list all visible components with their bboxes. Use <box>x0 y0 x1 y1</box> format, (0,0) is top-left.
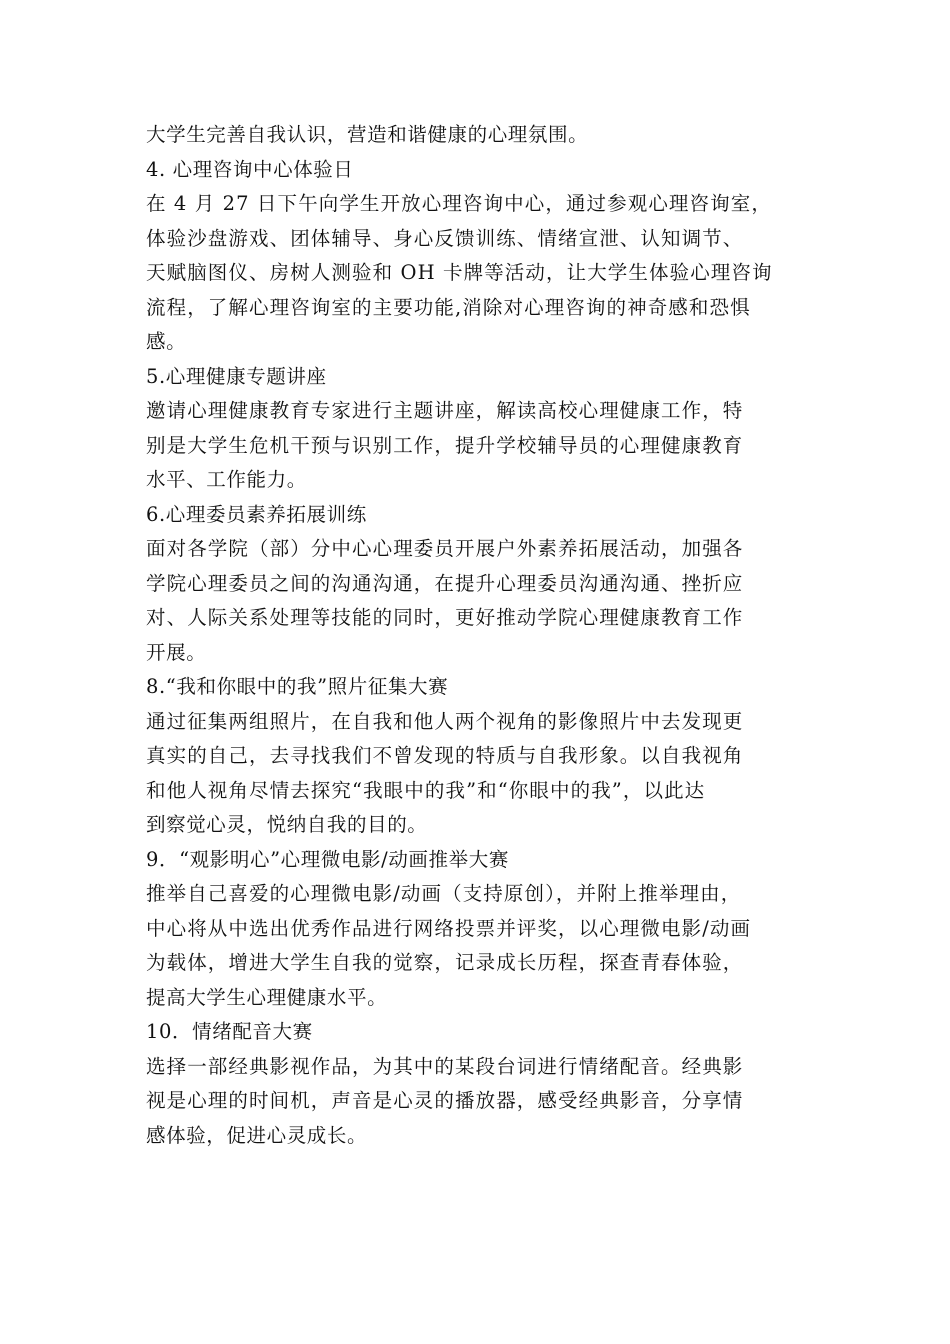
paragraph-line: 推举自己喜爱的心理微电影/动画（支持原创），并附上推举理由， <box>146 882 742 905</box>
paragraph-line: 视是心理的时间机，声音是心灵的播放器，感受经典影音，分享情 <box>146 1089 744 1112</box>
paragraph-line: 和他人视角尽情去探究“我眼中的我”和“你眼中的我”，以此达 <box>146 778 706 802</box>
paragraph-line: 流程，了解心理咨询室的主要功能,消除对心理咨询的神奇感和恐惧 <box>146 295 751 319</box>
paragraph-line: 体验沙盘游戏、团体辅导、身心反馈训练、情绪宣泄、认知调节、 <box>146 226 744 250</box>
paragraph-line: 大学生完善自我认识，营造和谐健康的心理氛围。 <box>146 123 589 146</box>
document-body <box>146 118 816 1153</box>
paragraph-line: 提高大学生心理健康水平。 <box>146 985 388 1009</box>
section-heading-experience-day: 4. 心理咨询中心体验日 <box>146 157 354 181</box>
paragraph-line: 中心将从中选出优秀作品进行网络投票并评奖，以心理微电影/动画 <box>146 916 752 940</box>
paragraph-line: 开展。 <box>146 640 207 664</box>
paragraph-line: 对、人际关系处理等技能的同时，更好推动学院心理健康教育工作 <box>146 606 744 629</box>
section-heading-film-contest: 9．“观影明心”心理微电影/动画推举大赛 <box>146 847 509 871</box>
section-heading-photo-contest: 8.“我和你眼中的我”照片征集大赛 <box>146 675 449 698</box>
paragraph-line: 面对各学院（部）分中心心理委员开展户外素养拓展活动，加强各 <box>146 537 744 560</box>
paragraph-line: 水平、工作能力。 <box>146 468 307 491</box>
paragraph-line: 为载体，增进大学生自我的觉察，记录成长历程，探查青春体验， <box>146 951 744 974</box>
paragraph-line: 到察觉心灵，悦纳自我的目的。 <box>146 813 428 836</box>
paragraph-line: 感体验，促进心灵成长。 <box>146 1123 368 1147</box>
section-heading-lecture: 5.心理健康专题讲座 <box>146 364 327 388</box>
paragraph-line: 邀请心理健康教育专家进行主题讲座，解读高校心理健康工作，特 <box>146 399 744 422</box>
paragraph-line: 天赋脑图仪、房树人测验和 OH 卡牌等活动，让大学生体验心理咨询 <box>146 261 773 284</box>
paragraph-line: 选择一部经典影视作品，为其中的某段台词进行情绪配音。经典影 <box>146 1054 744 1078</box>
paragraph-line: 别是大学生危机干预与识别工作，提升学校辅导员的心理健康教育 <box>146 433 744 457</box>
paragraph-line: 通过征集两组照片，在自我和他人两个视角的影像照片中去发现更 <box>146 709 744 733</box>
paragraph-line: 在 4 月 27 日下午向学生开放心理咨询中心，通过参观心理咨询室， <box>146 192 772 215</box>
section-heading-training: 6.心理委员素养拓展训练 <box>146 502 367 526</box>
paragraph-line: 学院心理委员之间的沟通沟通，在提升心理委员沟通沟通、挫折应 <box>146 571 744 595</box>
section-heading-dubbing-contest: 10．情绪配音大赛 <box>146 1020 313 1043</box>
paragraph-line: 真实的自己，去寻找我们不曾发现的特质与自我形象。以自我视角 <box>146 744 744 767</box>
paragraph-line: 感。 <box>146 330 187 353</box>
